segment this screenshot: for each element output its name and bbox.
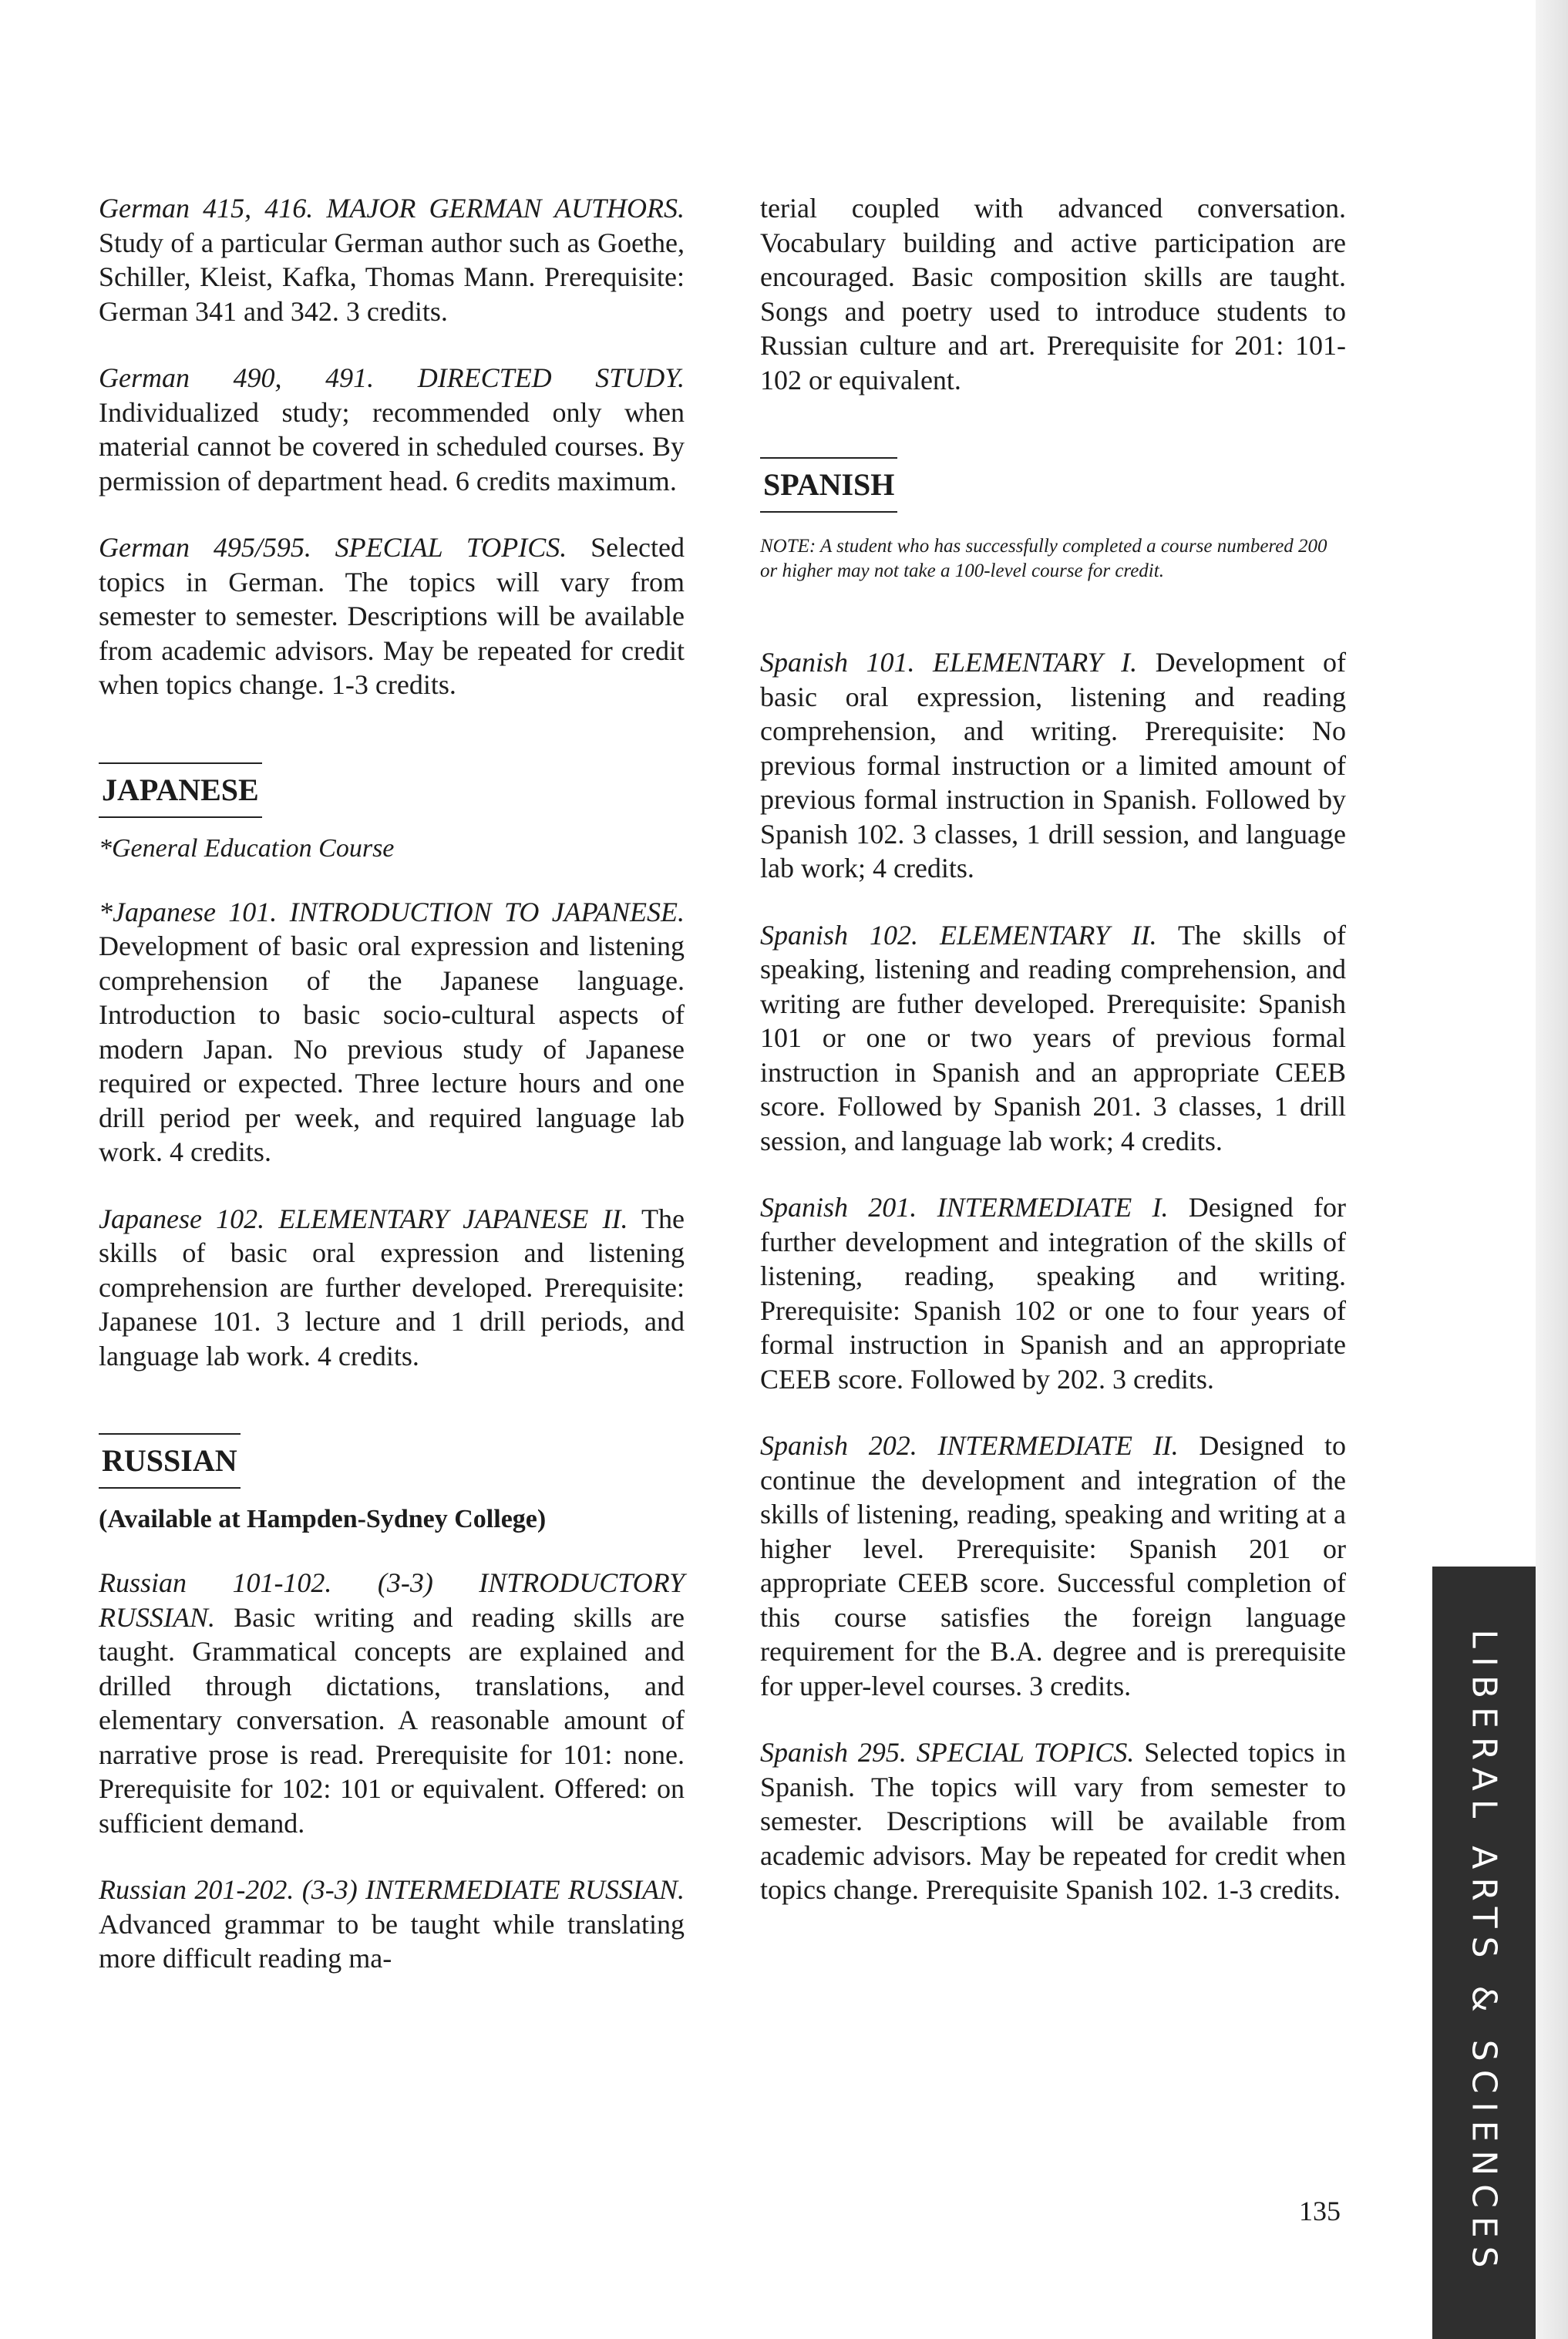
course-title: German 490, 491. DIRECTED STUDY.: [99, 362, 685, 393]
course-spanish-295: [760, 1735, 1346, 1907]
course-german-490: [99, 361, 685, 498]
course-title: Japanese 102. ELEMENTARY JAPANESE II.: [99, 1203, 628, 1234]
course-description: Development of basic oral expression, listening and reading comprehension, and writing. Prerequisite: No previous formal instruction or a limited amount of previous formal instruction in Spanish. Followed by Spanish 102. 3 classes, 1 drill session, and language lab work; 4 credits.: [760, 647, 1346, 883]
russian-availability-note: (Available at Hampden-Sydney College): [99, 1505, 547, 1533]
right-column: [760, 191, 1346, 1940]
course-title: German 415, 416. MAJOR GERMAN AUTHORS.: [99, 193, 685, 224]
course-description: Selected topics in Spanish. The topics will vary from semester to semester. Descriptions will be available from academic advisors. May be repeated for credit when topics change. Prerequisite Spanish 102. 1-3 credits.: [760, 1737, 1346, 1905]
course-title: Spanish 202. INTERMEDIATE II.: [760, 1430, 1179, 1461]
course-description: Development of basic oral expression and listening comprehension of the Japanese language. Introduction to basic socio-cultural aspects of modern Japan. No previous study of Japanese required or expected. Three lecture hours and one drill period per week, and required language lab work. 4 credits.: [99, 931, 685, 1167]
course-description: Study of a particular German author such as Goethe, Schiller, Kleist, Kafka, Thomas Mann. Prerequisite: German 341 and 342. 3 credits.: [99, 227, 685, 327]
course-spanish-101: [760, 645, 1346, 886]
course-spanish-202: [760, 1429, 1346, 1703]
spanish-note: NOTE: A student who has successfully completed a course numbered 200 or higher may not take a 100-level course for credit.: [760, 536, 1327, 581]
course-title: Spanish 295. SPECIAL TOPICS.: [760, 1737, 1135, 1768]
course-title: Russian 201-202. (3-3) INTERMEDIATE RUSSIAN.: [99, 1874, 685, 1905]
course-description: Basic writing and reading skills are taught. Grammatical concepts are explained and drilled through dictations, translations, and elementary conversation. A reasonable amount of narrative prose is read. Prerequisite for 101: none. Prerequisite for 102: 101 or equivalent. Offered: on sufficient demand.: [99, 1601, 685, 1839]
course-russian-101: [99, 1566, 685, 1840]
course-title: German 495/595. SPECIAL TOPICS.: [99, 532, 567, 563]
course-russian-201-continued: terial coupled with advanced conversation. Vocabulary building and active participation are encouraged. Basic composition skills are taught. Songs and poetry used to introduce students to Russian culture and art. Prerequisite for 201: 101-102 or equivalent.: [760, 193, 1346, 395]
course-description: The skills of speaking, listening and reading comprehension, and writing are futher developed. Prerequisite: Spanish 101 or one or two years of previous formal instruction in Spanish and an appropriate CEEB score. Followed by Spanish 201. 3 classes, 1 drill session, and language lab work; 4 credits.: [760, 919, 1347, 1156]
section-heading-japanese: JAPANESE: [99, 762, 262, 818]
side-tab-label: LIBERAL ARTS & SCIENCES: [1464, 1629, 1504, 2277]
course-title: *Japanese 101. INTRODUCTION TO JAPANESE.: [99, 896, 685, 927]
course-description: Individualized study; recommended only when material cannot be covered in scheduled courses. By permission of department head. 6 credits maximum.: [99, 396, 685, 496]
course-description: Advanced grammar to be taught while translating more difficult reading ma-: [99, 1908, 685, 1974]
general-education-note: *General Education Course: [99, 833, 395, 863]
course-japanese-101: [99, 895, 685, 1170]
section-heading-russian: RUSSIAN: [99, 1433, 241, 1489]
page-edge-shadow: [1536, 0, 1568, 2339]
course-german-495: [99, 530, 685, 702]
course-russian-201: [99, 1873, 685, 1976]
left-column: [99, 191, 685, 2008]
course-german-415: [99, 191, 685, 328]
course-title: Russian 101-102. (3-3) INTRODUCTORY RUSSIAN.: [99, 1567, 685, 1633]
course-description: Designed to continue the development and integration of the skills of listening, reading, speaking and writing at a higher level. Prerequisite: Spanish 201 or appropriate CEEB score. Successful completion of this course satisfies the foreign language requirement for the B.A. degree and is prerequisite for upper-level courses. 3 credits.: [760, 1430, 1347, 1701]
section-side-tab: [1432, 1567, 1536, 2339]
section-heading-spanish: SPANISH: [760, 457, 897, 513]
page-number: 135: [1299, 2196, 1341, 2226]
course-description: Selected topics in German. The topics will vary from semester to semester. Descriptions will be available from academic advisors. May be repeated for credit when topics change. 1-3 credits.: [99, 532, 685, 700]
course-title: Spanish 101. ELEMENTARY I.: [760, 647, 1138, 678]
course-title: Spanish 102. ELEMENTARY II.: [760, 919, 1157, 951]
course-spanish-201: [760, 1190, 1346, 1396]
course-spanish-102: [760, 918, 1346, 1159]
course-japanese-102: [99, 1202, 685, 1374]
course-title: Spanish 201. INTERMEDIATE I.: [760, 1192, 1169, 1223]
course-description: Designed for further development and integration of the skills of listening, reading, speaking and writing. Prerequisite: Spanish 102 or one to four years of formal instruction in Spanish and an appropriate CEEB score. Followed by 202. 3 credits.: [760, 1192, 1346, 1395]
course-description: The skills of basic oral expression and listening comprehension are further developed. Prerequisite: Japanese 101. 3 lecture and 1 drill periods, and language lab work. 4 credits.: [99, 1203, 685, 1371]
